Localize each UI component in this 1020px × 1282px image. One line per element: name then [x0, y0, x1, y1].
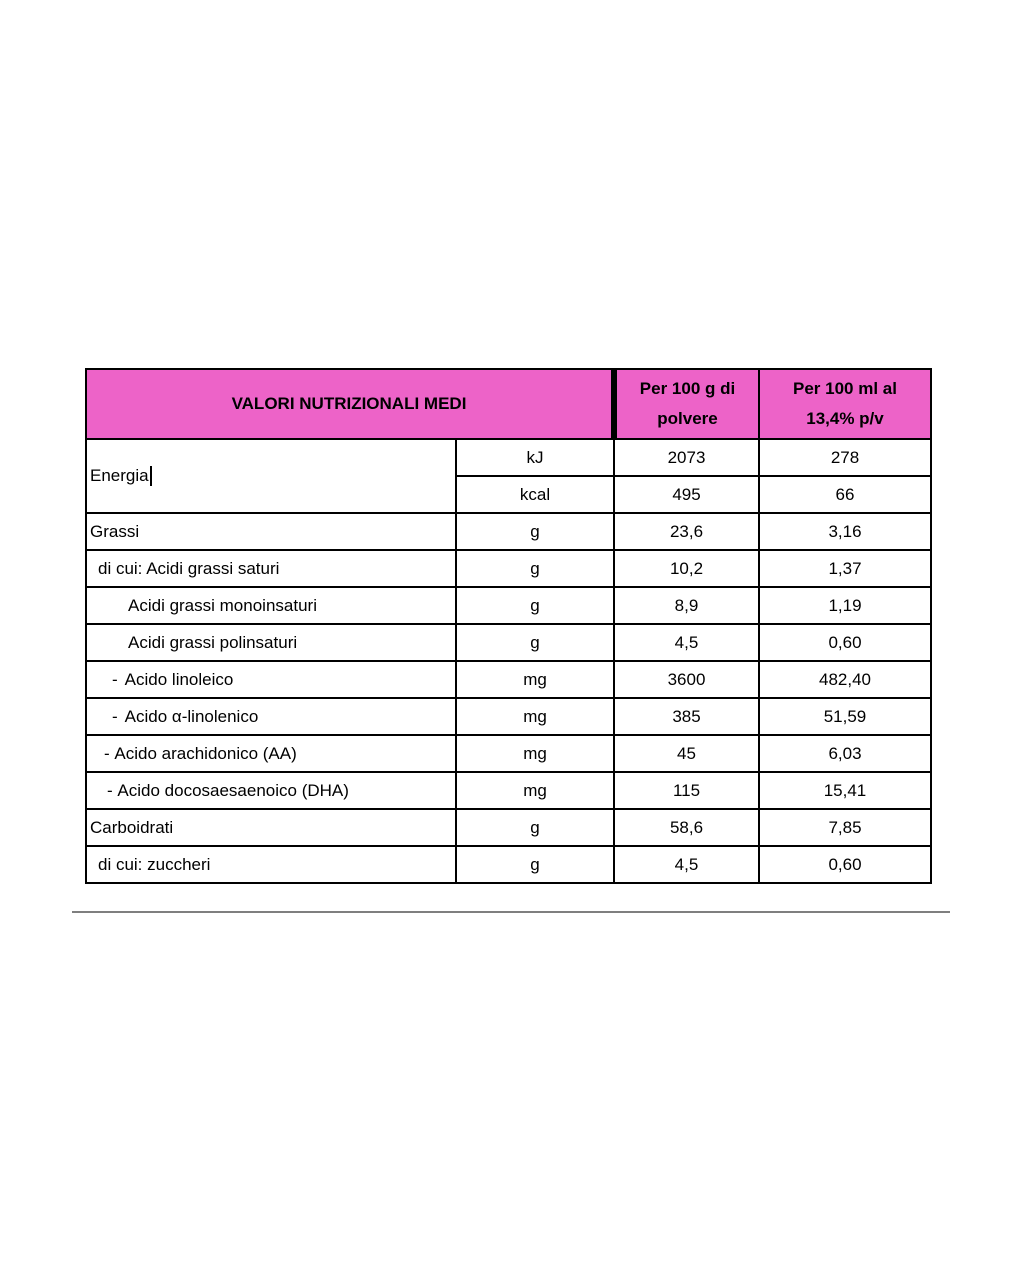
- column-header-per-100g: [614, 369, 759, 439]
- value-per-100ml: 3,16: [759, 513, 931, 550]
- table-row-acidi-grassi-monoinsaturi: [86, 587, 931, 624]
- table-row-zuccheri: [86, 846, 931, 883]
- unit-cell: mg: [456, 735, 614, 772]
- dash: -: [112, 706, 118, 726]
- unit-cell: g: [456, 587, 614, 624]
- value-per-100g: 495: [614, 476, 759, 513]
- value-per-100g: 45: [614, 735, 759, 772]
- value-per-100g: 3600: [614, 661, 759, 698]
- value-per-100ml: 1,19: [759, 587, 931, 624]
- row-label: [86, 661, 456, 698]
- table-row-acido-docosaesaenoico: [86, 772, 931, 809]
- row-label: [86, 698, 456, 735]
- value-per-100g: 4,5: [614, 624, 759, 661]
- dash: -: [104, 743, 110, 763]
- table-row-grassi: [86, 513, 931, 550]
- value-per-100g: 8,9: [614, 587, 759, 624]
- value-per-100ml: 0,60: [759, 624, 931, 661]
- row-label: Acidi grassi monoinsaturi: [86, 587, 456, 624]
- dash: -: [112, 669, 118, 689]
- row-label: Acidi grassi polinsaturi: [86, 624, 456, 661]
- unit-cell: g: [456, 513, 614, 550]
- table-row-acido-linoleico: [86, 661, 931, 698]
- value-per-100g: 4,5: [614, 846, 759, 883]
- horizontal-rule: [72, 911, 950, 913]
- table-row-acido-alfa-linolenico: [86, 698, 931, 735]
- column-header-line1: Per 100 g di: [639, 379, 736, 398]
- value-per-100g: 10,2: [614, 550, 759, 587]
- unit-cell: g: [456, 550, 614, 587]
- value-per-100ml: 278: [759, 439, 931, 476]
- value-per-100ml: 482,40: [759, 661, 931, 698]
- unit-cell: g: [456, 624, 614, 661]
- value-per-100g: 385: [614, 698, 759, 735]
- column-header-per-100ml: [759, 369, 931, 439]
- nutrition-table: [85, 368, 932, 884]
- table-row-energia-kj: [86, 439, 931, 476]
- unit-cell: g: [456, 809, 614, 846]
- value-per-100g: 115: [614, 772, 759, 809]
- row-label: Carboidrati: [86, 809, 456, 846]
- row-label-energia: [86, 439, 456, 513]
- value-per-100ml: 0,60: [759, 846, 931, 883]
- dash: -: [107, 780, 113, 800]
- table-row-acidi-grassi-saturi: [86, 550, 931, 587]
- table-row-carboidrati: [86, 809, 931, 846]
- table-title: VALORI NUTRIZIONALI MEDI: [86, 369, 614, 439]
- header-row: [86, 369, 931, 439]
- row-label: di cui: zuccheri: [86, 846, 456, 883]
- value-per-100g: 58,6: [614, 809, 759, 846]
- unit-cell: kJ: [456, 439, 614, 476]
- row-label-text: Acido docosaesaenoico (DHA): [117, 780, 349, 800]
- unit-cell: kcal: [456, 476, 614, 513]
- row-label: Grassi: [86, 513, 456, 550]
- row-label: [86, 735, 456, 772]
- unit-cell: mg: [456, 772, 614, 809]
- row-label: [86, 772, 456, 809]
- column-header-line1: Per 100 ml al: [793, 379, 897, 398]
- value-per-100ml: 1,37: [759, 550, 931, 587]
- row-label-text: Acido arachidonico (AA): [114, 743, 297, 763]
- unit-cell: mg: [456, 698, 614, 735]
- value-per-100ml: 6,03: [759, 735, 931, 772]
- row-label: di cui: Acidi grassi saturi: [86, 550, 456, 587]
- text-cursor: [150, 466, 152, 486]
- row-label-text: Acido α-linolenico: [124, 706, 259, 726]
- unit-cell: mg: [456, 661, 614, 698]
- value-per-100ml: 15,41: [759, 772, 931, 809]
- table-row-acidi-grassi-polinsaturi: [86, 624, 931, 661]
- row-label-text: Acido linoleico: [124, 669, 234, 689]
- column-header-line2: 13,4% p/v: [806, 409, 884, 428]
- value-per-100g: 2073: [614, 439, 759, 476]
- value-per-100g: 23,6: [614, 513, 759, 550]
- row-label-text: Energia: [90, 466, 149, 485]
- table-row-acido-arachidonico: [86, 735, 931, 772]
- unit-cell: g: [456, 846, 614, 883]
- value-per-100ml: 7,85: [759, 809, 931, 846]
- column-header-line2: polvere: [657, 409, 718, 428]
- value-per-100ml: 51,59: [759, 698, 931, 735]
- value-per-100ml: 66: [759, 476, 931, 513]
